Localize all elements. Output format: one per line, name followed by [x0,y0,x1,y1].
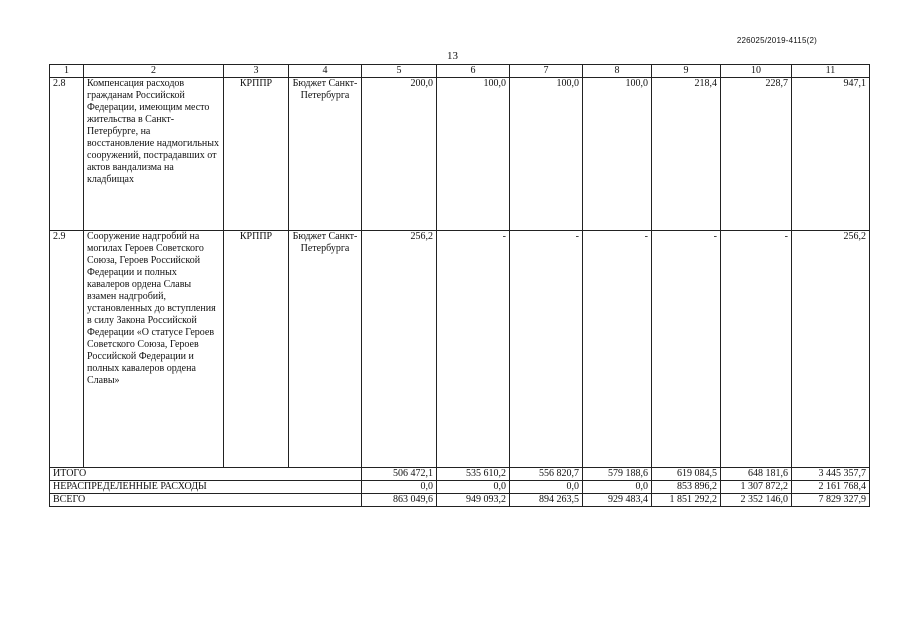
row-executor: КРППР [224,231,289,468]
row-value: 256,2 [362,231,437,468]
summary-value: 853 896,2 [652,481,721,494]
summary-grand-value: 2 161 768,4 [792,481,870,494]
row-description: Компенсация расходов гражданам Российской Федерации, имеющим место жительства в Санкт-Петербурге, на восстановление надмогильных сооружений, пострадавших от актов вандализма на кладбищах [84,78,224,231]
summary-value: 556 820,7 [510,468,583,481]
column-header: 4 [289,65,362,78]
row-description: Сооружение надгробий на могилах Героев Советского Союза, Героев Российской Федерации и полных кавалеров ордена Славы взамен надгробий, установленных до вступления в силу Закона Российской Федерации «О статусе Героев Советского Союза, Героев Российской Федерации и полных кавалеров ордена Славы» [84,231,224,468]
summary-value: 579 188,6 [583,468,652,481]
summary-value: 619 084,5 [652,468,721,481]
row-value: - [721,231,792,468]
summary-value: 949 093,2 [437,494,510,507]
column-header: 1 [50,65,84,78]
summary-value: 0,0 [362,481,437,494]
summary-value: 1 307 872,2 [721,481,792,494]
page-number: 13 [447,50,458,62]
row-total: 947,1 [792,78,870,231]
summary-grand-value: 7 829 327,9 [792,494,870,507]
column-header: 8 [583,65,652,78]
summary-row-unallocated [50,481,870,494]
row-value: - [652,231,721,468]
table-row [50,78,870,231]
summary-value: 929 483,4 [583,494,652,507]
summary-label: ВСЕГО [50,494,362,507]
row-number: 2.8 [50,78,84,231]
column-header: 2 [84,65,224,78]
table-row [50,231,870,468]
column-header: 6 [437,65,510,78]
row-value: - [583,231,652,468]
summary-value: 648 181,6 [721,468,792,481]
column-header: 9 [652,65,721,78]
summary-value: 863 049,6 [362,494,437,507]
summary-row-grand-total [50,494,870,507]
row-value: 100,0 [583,78,652,231]
column-header: 7 [510,65,583,78]
column-header: 10 [721,65,792,78]
column-header: 3 [224,65,289,78]
column-header: 5 [362,65,437,78]
budget-table [49,64,870,507]
row-funding-source: Бюджет Санкт-Петербурга [289,78,362,231]
summary-value: 0,0 [583,481,652,494]
row-value: 218,4 [652,78,721,231]
summary-value: 894 263,5 [510,494,583,507]
summary-grand-value: 3 445 357,7 [792,468,870,481]
summary-value: 506 472,1 [362,468,437,481]
summary-label: ИТОГО [50,468,362,481]
summary-value: 0,0 [510,481,583,494]
summary-value: 535 610,2 [437,468,510,481]
row-executor: КРППР [224,78,289,231]
row-number: 2.9 [50,231,84,468]
row-value: 200,0 [362,78,437,231]
row-value: - [437,231,510,468]
summary-value: 1 851 292,2 [652,494,721,507]
document-number: 226025/2019-4115(2) [736,36,817,45]
row-value: - [510,231,583,468]
summary-label: НЕРАСПРЕДЕЛЕННЫЕ РАСХОДЫ [50,481,362,494]
row-funding-source: Бюджет Санкт-Петербурга [289,231,362,468]
column-header: 11 [792,65,870,78]
summary-value: 0,0 [437,481,510,494]
row-value: 100,0 [510,78,583,231]
summary-value: 2 352 146,0 [721,494,792,507]
summary-row-total [50,468,870,481]
table-header-row [50,65,870,78]
row-total: 256,2 [792,231,870,468]
row-value: 228,7 [721,78,792,231]
row-value: 100,0 [437,78,510,231]
